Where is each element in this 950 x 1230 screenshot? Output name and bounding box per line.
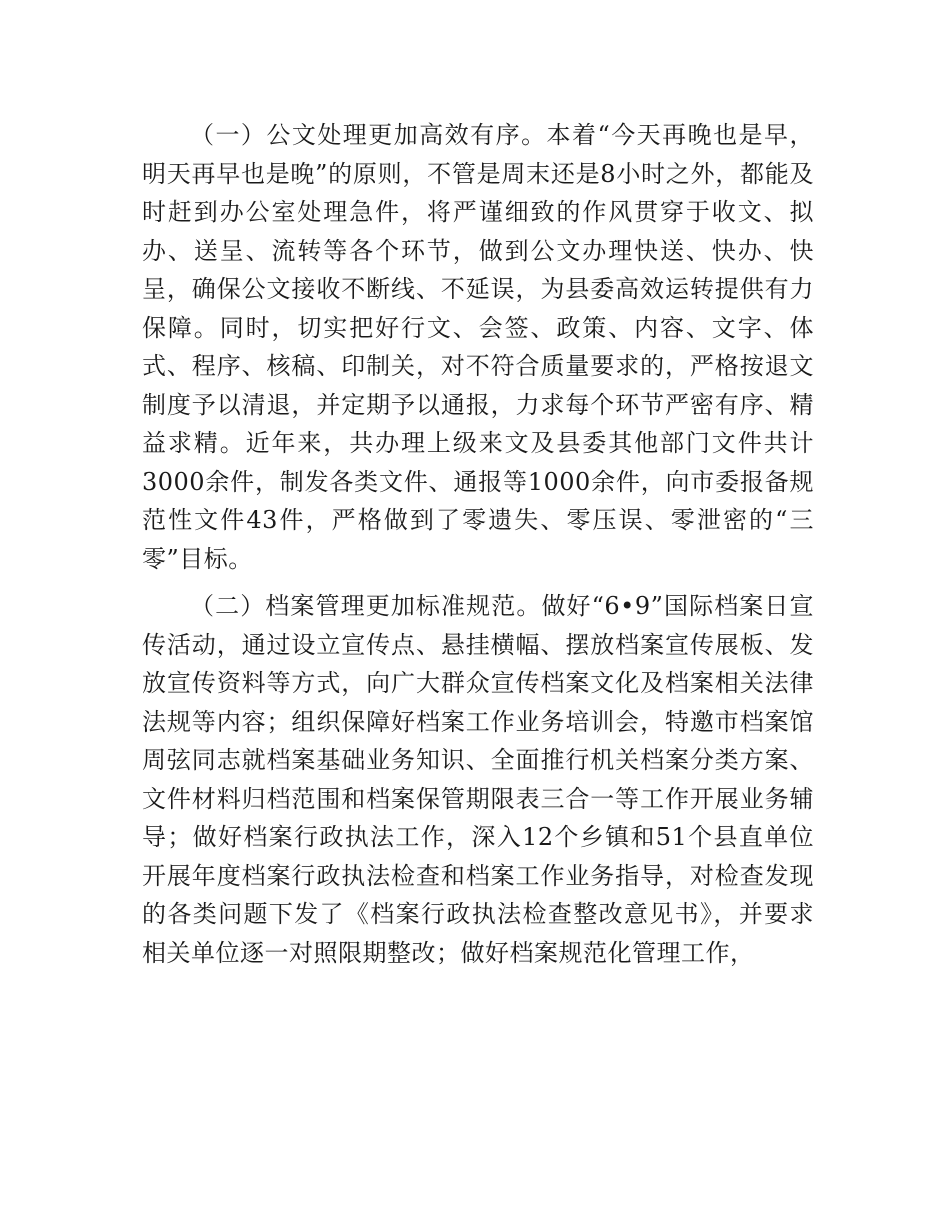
paragraph-archive-management: （二）档案管理更加标准规范。做好“6•9”国际档案日宣传活动，通过设立宣传点、悬挂横幅、摆放档案宣传展板、发放宣传资料等方式，向广大群众宣传档案文化及档案相关法律法规等内容；组织保障好档案工作业务培训会，特邀市档案馆周弦同志就档案基础业务知识、全面推行机关档案分类方案、文件材料归档范围和档案保管期限表三合一等工作开展业务辅导；做好档案行政执法工作，深入12个乡镇和51个县直单位开展年度档案行政执法检查和档案工作业务指导，对检查发现的各类问题下发了《档案行政执法检查整改意见书》，并要求相关单位逐一对照限期整改；做好档案规范化管理工作， [142,592,814,967]
paragraph-official-document-processing: （一）公文处理更加高效有序。本着“今天再晚也是早，明天再早也是晚”的原则，不管是周末还是8小时之外，都能及时赶到办公室处理急件，将严谨细致的作风贯穿于收文、拟办、送呈、流转等各个环节，做到公文办理快送、快办、快呈，确保公文接收不断线、不延误，为县委高效运转提供有力保障。同时，切实把好行文、会签、政策、内容、文字、体式、程序、核稿、印制关，对不符合质量要求的，严格按退文制度予以清退，并定期予以通报，力求每个环节严密有序、精益求精。近年来，共办理上级来文及县委其他部门文件共计3000余件，制发各类文件、通报等1000余件，向市委报备规范性文件43件，严格做到了零遗失、零压误、零泄密的“三零”目标。 [142,121,814,573]
document-body [142,116,814,972]
